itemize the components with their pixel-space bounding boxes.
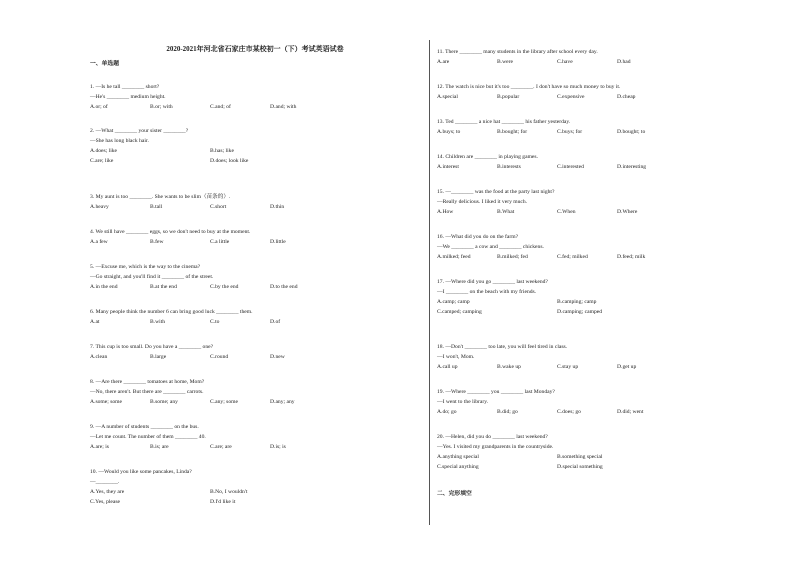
answer-option: A.are: [437, 59, 450, 65]
answer-option: D.camping; camped: [557, 309, 603, 315]
answer-option: C.camped; camping: [437, 309, 482, 315]
answer-option: A.Yes, they are: [90, 489, 125, 495]
options-row: [437, 298, 737, 308]
answer-option: D.of: [270, 319, 281, 325]
question-text: —He's ________ medium height.: [90, 94, 166, 100]
question-14: [437, 153, 737, 173]
answer-option: C.does; go: [557, 409, 581, 415]
question-text: 6. Many people think the number 6 can bring good luck ________ them.: [90, 309, 253, 315]
question-text: 18. —Don't ________ too late, you will feel tired in class.: [437, 344, 568, 350]
question-text: 7. This cup is too small. Do you have a ________ one?: [90, 344, 214, 350]
answer-option: B.at the end: [150, 284, 177, 290]
answer-option: D.special something: [557, 464, 603, 470]
question-text: 8. —Are there ________ tomatoes at home, Mom?: [90, 379, 205, 385]
options-row: [90, 318, 420, 328]
answer-option: C.and; of: [210, 104, 231, 110]
answer-option: C.any; some: [210, 399, 238, 405]
question-15: [437, 188, 737, 218]
answer-option: A.call up: [437, 364, 458, 370]
question-19: [437, 388, 737, 418]
answer-option: C.fed; milked: [557, 254, 588, 260]
question-6: [90, 308, 420, 328]
answer-option: B.camping; camp: [557, 299, 597, 305]
column-divider: [429, 40, 430, 525]
answer-option: B.some; any: [150, 399, 178, 405]
question-text: —No, there aren't. But there are ________ carrots.: [90, 389, 204, 395]
options-row: [90, 238, 420, 248]
options-row: [90, 498, 420, 508]
question-text: —I went to the library.: [437, 399, 489, 405]
question-3: [90, 193, 420, 213]
question-text: 1. —Is he tall ________ short?: [90, 84, 160, 90]
question-4: [90, 228, 420, 248]
question-2: [90, 127, 420, 167]
answer-option: D.feed; milk: [617, 254, 646, 260]
question-17: [437, 278, 737, 318]
question-11: [437, 48, 737, 68]
answer-option: B.popular: [497, 94, 520, 100]
question-13: [437, 118, 737, 138]
answer-option: A.interest: [437, 164, 459, 170]
answer-option: D.get up: [617, 364, 637, 370]
answer-option: A.camp; camp: [437, 299, 470, 305]
answer-option: C.stay up: [557, 364, 579, 370]
question-text: 19. —Where ________ you ________ last Monday?: [437, 389, 555, 395]
options-row: [437, 253, 737, 263]
answer-option: B.What: [497, 209, 515, 215]
answer-option: C.to: [210, 319, 220, 325]
answer-option: A.in the end: [90, 284, 118, 290]
answer-option: B.few: [150, 239, 164, 245]
answer-option: A.How: [437, 209, 454, 215]
options-row: [90, 488, 420, 498]
answer-option: D.any; any: [270, 399, 295, 405]
question-12: [437, 83, 737, 103]
options-row: [90, 203, 420, 213]
question-18: [437, 343, 737, 373]
options-row: [90, 147, 420, 157]
section-heading-cloze: 二、完形填空: [437, 491, 472, 497]
question-text: —________.: [90, 479, 120, 485]
question-text: —She has long black hair.: [90, 138, 149, 144]
answer-option: A.special: [437, 94, 458, 100]
question-text: 20. —Helen, did you do ________ last weekend?: [437, 434, 548, 440]
options-row: [90, 283, 420, 293]
answer-option: B.large: [150, 354, 167, 360]
question-text: —Go straight, and you'll find it ________ of the street.: [90, 274, 214, 280]
question-16: [437, 233, 737, 263]
answer-option: D.did; went: [617, 409, 644, 415]
answer-option: B.bought; for: [497, 129, 528, 135]
options-row: [437, 308, 737, 318]
answer-option: A.anything special: [437, 454, 479, 460]
question-text: —We ________ a cow and ________ chickens.: [437, 244, 544, 250]
answer-option: B.has; like: [210, 148, 234, 154]
answer-option: C.round: [210, 354, 229, 360]
answer-option: B.milked; fed: [497, 254, 528, 260]
question-8: [90, 378, 420, 408]
answer-option: A.some; some: [90, 399, 123, 405]
section-heading-single-choice: 一、单选题: [90, 61, 119, 67]
question-text: 12. The watch is nice but it's too ________. I don't have so much money to buy it.: [437, 84, 621, 90]
answer-option: C.have: [557, 59, 573, 65]
answer-option: C.expensive: [557, 94, 585, 100]
question-text: 3. My aunt is too ________. She wants to be slim（苗条的）.: [90, 194, 231, 200]
answer-option: A.buys; to: [437, 129, 461, 135]
answer-option: C.When: [557, 209, 576, 215]
answer-option: A.heavy: [90, 204, 109, 210]
question-5: [90, 263, 420, 293]
answer-option: A.clean: [90, 354, 108, 360]
question-text: 16. —What did you do on the farm?: [437, 234, 519, 240]
answer-option: B.or; with: [150, 104, 173, 110]
answer-option: B.with: [150, 319, 166, 325]
answer-option: A.a few: [90, 239, 108, 245]
answer-option: D.I'd like it: [210, 499, 236, 505]
answer-option: B.is; are: [150, 444, 169, 450]
options-row: [90, 353, 420, 363]
options-row: [437, 163, 737, 173]
answer-option: D.thin: [270, 204, 285, 210]
answer-option: D.does; look like: [210, 158, 249, 164]
answer-option: B.wake up: [497, 364, 521, 370]
options-row: [437, 58, 737, 68]
answer-option: C.a little: [210, 239, 230, 245]
answer-option: D.interesting: [617, 164, 647, 170]
options-row: [437, 463, 737, 473]
options-row: [437, 208, 737, 218]
answer-option: A.milked; feed: [437, 254, 471, 260]
question-text: —Really delicious. I liked it very much.: [437, 199, 528, 205]
answer-option: C.short: [210, 204, 227, 210]
question-9: [90, 423, 420, 453]
question-text: 17. —Where did you go ________ last weekend?: [437, 279, 548, 285]
question-text: —I won't, Mom.: [437, 354, 475, 360]
answer-option: C.are; like: [90, 158, 114, 164]
question-text: —I ________ on the beach with my friends.: [437, 289, 537, 295]
answer-option: D.to the end: [270, 284, 298, 290]
answer-option: D.is; is: [270, 444, 286, 450]
question-text: 5. —Excuse me, which is the way to the cinema?: [90, 264, 201, 270]
question-10: [90, 468, 420, 508]
question-text: 2. —What ________ your sister ________?: [90, 128, 189, 134]
question-text: 11. There ________ many students in the library after school every day.: [437, 49, 598, 55]
answer-option: C.Yes, please: [90, 499, 121, 505]
answer-option: B.did; go: [497, 409, 518, 415]
answer-option: B.interests: [497, 164, 521, 170]
answer-option: D.Where: [617, 209, 638, 215]
question-text: 10. —Would you like some pancakes, Linda?: [90, 469, 192, 475]
question-text: 9. —A number of students ________ on the bus.: [90, 424, 199, 430]
question-text: 14. Children are ________ in playing games.: [437, 154, 538, 160]
answer-option: D.little: [270, 239, 286, 245]
answer-option: D.bought; to: [617, 129, 646, 135]
answer-option: B.No, I wouldn't: [210, 489, 248, 495]
answer-option: B.something special: [557, 454, 603, 460]
question-text: 4. We still have ________ eggs, so we don't need to buy at the moment.: [90, 229, 251, 235]
question-text: —Let me count. The number of them ________ 40.: [90, 434, 206, 440]
answer-option: A.at: [90, 319, 100, 325]
options-row: [90, 103, 420, 113]
question-1: [90, 83, 420, 113]
answer-option: C.interested: [557, 164, 584, 170]
answer-option: A.are; is: [90, 444, 109, 450]
answer-option: C.by the end: [210, 284, 239, 290]
answer-option: D.had: [617, 59, 631, 65]
answer-option: D.new: [270, 354, 285, 360]
question-7: [90, 343, 420, 363]
options-row: [437, 93, 737, 103]
options-row: [437, 363, 737, 373]
question-text: 15. —________ was the food at the party last night?: [437, 189, 555, 195]
answer-option: B.were: [497, 59, 513, 65]
answer-option: D.cheap: [617, 94, 636, 100]
answer-option: A.do; go: [437, 409, 457, 415]
answer-option: A.does; like: [90, 148, 118, 154]
answer-option: C.special anything: [437, 464, 479, 470]
options-row: [90, 157, 420, 167]
answer-option: A.or; of: [90, 104, 108, 110]
page-title: 2020-2021年河北省石家庄市某校初一（下）考试英语试卷: [166, 45, 344, 53]
options-row: [437, 408, 737, 418]
question-text: —Yes. I visited my grandparents in the countryside.: [437, 444, 554, 450]
question-text: 13. Ted ________ a nice hat ________ his father yesterday.: [437, 119, 571, 125]
question-20: [437, 433, 737, 473]
answer-option: C.are; are: [210, 444, 232, 450]
options-row: [90, 398, 420, 408]
options-row: [90, 443, 420, 453]
answer-option: C.buys; for: [557, 129, 583, 135]
options-row: [437, 453, 737, 463]
answer-option: B.tall: [150, 204, 163, 210]
answer-option: D.and; with: [270, 104, 297, 110]
options-row: [437, 128, 737, 138]
